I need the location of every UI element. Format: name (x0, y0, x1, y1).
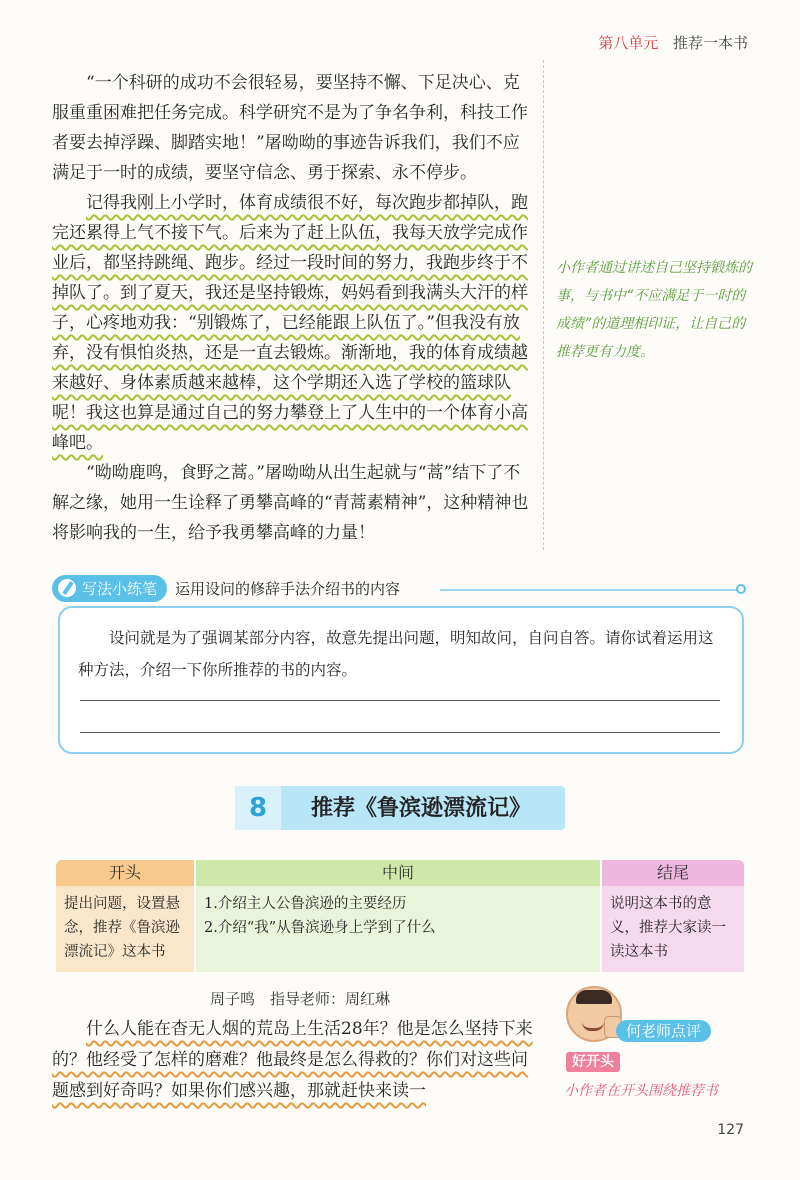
answer-line[interactable] (80, 700, 720, 701)
practice-subtitle: 运用设问的修辞手法介绍书的内容 (175, 579, 401, 598)
essay-paragraph-1: “一个科研的成功不会很轻易，要坚持不懈、下足决心、克服重重困难把任务完成。科学研究不是为了争名争利，科技工作者要去掉浮躁、脚踏实地！”屠呦呦的事迹告诉我们，我们不应满足于一时的成绩，要坚守信念、勇于探索、永不停步。 (52, 73, 528, 183)
essay-paragraph-2-highlighted: 记得我刚上小学时，体育成绩很不好，每次跑步都掉队，跑完还累得上气不接下气。后来为了赶上队伍，我每天放学完成作业后，都坚持跳绳、跑步。经过一段时间的努力，我跑步终于不掉队了。到了夏天，我还是坚持锻炼，妈妈看到我满头大汗的样子，心疼地劝我：“别锻炼了，已经能跟上队伍了。”但我没有放弃，没有惧怕炎热，还是一直去锻炼。渐渐地，我的体育成绩越来越好、身体素质越来越棒，这个学期还入选了学校的篮球队呢！我这也算是通过自己的努力攀登上了人生中的一个体育小高峰吧。 (52, 193, 528, 453)
margin-comment: 小作者通过讲述自己坚持锻炼的事，与书中“不应满足于一时的成绩”的道理相印证，让自己的推荐更有力度。 (556, 260, 752, 360)
pen-icon (56, 577, 78, 599)
page-header (598, 32, 748, 53)
practice-title-rule (440, 589, 740, 591)
section-heading (235, 786, 565, 830)
good-opening-tag: 好开头 (566, 1052, 620, 1072)
essay-bottom (52, 1014, 536, 1107)
essay-bottom-paragraph: 什么人能在杳无人烟的荒岛上生活28年？他是怎么坚持下来的？他经受了怎样的磨难？他最终是怎么得救的？你们对这些问题感到好奇吗？如果你们感兴趣，那就赶快来读一 (52, 1019, 533, 1101)
structure-end-content: 说明这本书的意义，推荐大家读一读这本书 (602, 886, 744, 972)
structure-start-label: 开头 (56, 860, 194, 886)
structure-table (56, 860, 744, 972)
section-number: 8 (235, 786, 281, 830)
practice-instructions: 设问就是为了强调某部分内容，故意先提出问题，明知故问，自问自答。请你试着运用这种方法，介绍一下你所推荐的书的内容。 (78, 629, 714, 679)
author-line: 周子鸣 指导老师：周红琳 (210, 990, 391, 1008)
structure-middle (196, 860, 600, 972)
structure-middle-item: 1.介绍主人公鲁滨逊的主要经历 (204, 896, 407, 912)
structure-middle-label: 中间 (196, 860, 600, 886)
unit-label: 第八单元 (598, 34, 659, 52)
structure-end-label: 结尾 (602, 860, 744, 886)
practice-box (58, 606, 744, 754)
practice-title-dot (736, 584, 746, 594)
teacher-comment-text: 小作者在开头围绕推荐书 (564, 1083, 718, 1099)
structure-start-content: 提出问题，设置悬念，推荐《鲁滨逊漂流记》这本书 (56, 886, 194, 972)
structure-end (602, 860, 744, 972)
structure-middle-content (196, 886, 600, 972)
practice-badge-label: 写法小练笔 (82, 579, 158, 598)
page-number: 127 (717, 1122, 744, 1138)
essay-paragraph-3: “呦呦鹿鸣，食野之蒿。”屠呦呦从出生起就与“蒿”结下了不解之缘，她用一生诠释了勇攀高峰的“青蒿素精神”，这种精神也将影响我的一生，给予我勇攀高峰的力量！ (52, 463, 529, 543)
teacher-comment-badge: 何老师点评 (616, 1020, 711, 1042)
margin-divider (543, 60, 544, 550)
section-title: 推荐《鲁滨逊漂流记》 (311, 795, 532, 821)
structure-start (56, 860, 194, 972)
practice-badge (52, 575, 167, 602)
essay-top (52, 68, 530, 548)
structure-middle-item: 2.介绍“我”从鲁滨逊身上学到了什么 (204, 920, 436, 936)
practice-title (52, 574, 400, 602)
answer-line[interactable] (80, 732, 720, 733)
unit-title: 推荐一本书 (672, 34, 748, 52)
